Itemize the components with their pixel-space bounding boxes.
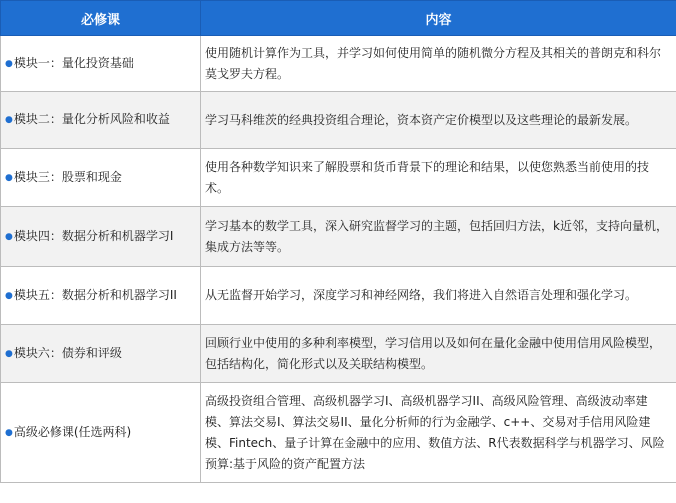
table-row [1, 92, 676, 149]
table-row [1, 149, 676, 207]
table-row [1, 207, 676, 267]
header-required-course: 必修课 [1, 1, 201, 36]
content-cell: 学习基本的数学工具，深入研究监督学习的主题，包括回归方法，k近邻，支持向量机，集成方法等等。 [201, 207, 676, 267]
content-cell: 使用各种数学知识来了解股票和货币背景下的理论和结果，以使您熟悉当前使用的技术。 [201, 149, 676, 207]
table-header-row [1, 1, 676, 36]
module-name: 模块二：量化分析风险和收益 [13, 112, 170, 126]
module-name: 高级必修课(任选两科) [13, 424, 132, 439]
module-cell [1, 149, 201, 207]
bullet-icon: ● [5, 115, 13, 125]
bullet-icon: ● [5, 348, 13, 359]
module-name: 模块一：量化投资基础 [13, 55, 134, 70]
module-cell [1, 383, 201, 483]
module-name: 模块六：债券和评级 [13, 345, 122, 360]
content-cell: 从无监督开始学习，深度学习和神经网络，我们将进入自然语言处理和强化学习。 [201, 267, 676, 325]
header-content: 内容 [201, 1, 676, 36]
module-cell [1, 207, 201, 267]
table-row [1, 383, 676, 483]
bullet-icon: ● [5, 172, 13, 183]
module-name: 模块四：数据分析和机器学习I [13, 228, 174, 243]
table-row [1, 267, 676, 325]
bullet-icon: ● [5, 427, 13, 438]
table-row [1, 36, 676, 92]
bullet-icon: ● [5, 58, 13, 69]
module-cell [1, 92, 201, 149]
module-name: 模块三：股票和现金 [13, 169, 122, 184]
content-cell: 高级投资组合管理、高级机器学习I、高级机器学习II、高级风险管理、高级波动率建模、算法交易I、算法交易II、量化分析师的行为金融学、c++、交易对手信用风险建模、Fintech、量子计算在金融中的应用、数值方法、R代表数据科学与机器学习、风险预算:基于风险的资产配置方法 [201, 383, 676, 483]
module-name: 模块五：数据分析和机器学习II [13, 287, 177, 302]
bullet-icon: ● [5, 231, 13, 242]
module-cell [1, 325, 201, 383]
content-cell: 回顾行业中使用的多种利率模型，学习信用以及如何在量化金融中使用信用风险模型，包括结构化，简化形式以及关联结构模型。 [201, 325, 676, 383]
content-cell: 使用随机计算作为工具，并学习如何使用简单的随机微分方程及其相关的普朗克和科尔莫戈罗夫方程。 [201, 36, 676, 92]
module-cell [1, 267, 201, 325]
module-cell [1, 36, 201, 92]
bullet-icon: ● [5, 290, 13, 301]
content-cell: 学习马科维茨的经典投资组合理论，资本资产定价模型以及这些理论的最新发展。 [201, 92, 676, 149]
table-row [1, 325, 676, 383]
